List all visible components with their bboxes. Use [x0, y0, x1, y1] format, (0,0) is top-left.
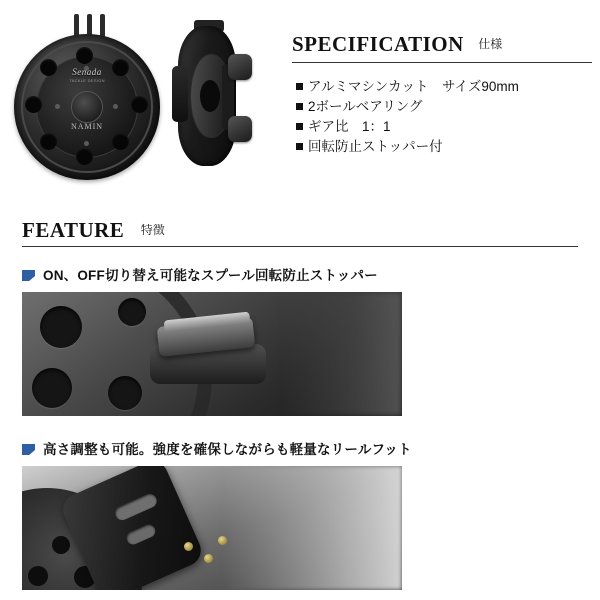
- spec-item-text: 回転防止ストッパー付: [308, 139, 443, 154]
- reel-port-hole: [76, 148, 93, 165]
- brand-sub-text: TACKLE DESIGN: [69, 78, 105, 83]
- spec-list-item: [296, 97, 592, 117]
- reel-hub: [71, 91, 103, 123]
- feature-item-2-label: 高さ調整も可能。強度を確保しながらも軽量なリールフット: [43, 442, 412, 457]
- bullet-square-icon: [296, 123, 303, 130]
- brand-script-logo: Senada: [72, 67, 102, 77]
- reel-side-image: [170, 20, 282, 172]
- feature-item-1-label-row: [22, 264, 378, 285]
- feature-item-1-photo: [22, 292, 402, 416]
- spec-item-text: 2ボールベアリング: [308, 99, 423, 114]
- reel-pin: [113, 104, 118, 109]
- reel-front-image: [14, 14, 162, 180]
- bullet-square-icon: [296, 143, 303, 150]
- feature-heading: [22, 218, 578, 247]
- reel-side-foot: [172, 66, 188, 122]
- reel-side-knob: [228, 54, 252, 80]
- feature-item-2-photo: [22, 466, 402, 590]
- bullet-square-icon: [296, 103, 303, 110]
- feature-title-jp: 特徴: [140, 223, 165, 237]
- screw-icon: [204, 554, 213, 563]
- reel-body: [14, 34, 160, 180]
- reel-port-hole: [40, 306, 82, 348]
- specification-block: [292, 32, 592, 157]
- reel-port-hole: [32, 368, 72, 408]
- photo-blur-overlay: [222, 466, 402, 590]
- spec-item-text: ギア比 1：1: [308, 119, 391, 134]
- reel-pin: [84, 141, 89, 146]
- reel-port-hole: [28, 566, 48, 586]
- reel-port-hole: [40, 133, 57, 150]
- specification-list: [296, 77, 592, 157]
- reel-port-hole: [112, 133, 129, 150]
- top-section: [0, 0, 600, 200]
- flag-bullet-icon: [22, 444, 35, 455]
- reel-port-hole: [52, 536, 70, 554]
- reel-pin: [55, 104, 60, 109]
- reel-port-hole: [131, 96, 148, 113]
- specification-title-jp: 仕様: [478, 37, 503, 51]
- spec-list-item: [296, 117, 592, 137]
- flag-bullet-icon: [22, 270, 35, 281]
- reel-side-knob: [228, 116, 252, 142]
- reel-port-hole: [76, 47, 93, 64]
- bullet-square-icon: [296, 83, 303, 90]
- reel-port-hole: [108, 376, 142, 410]
- product-image-group: [8, 6, 280, 186]
- screw-icon: [184, 542, 193, 551]
- feature-title: FEATURE: [22, 218, 125, 242]
- feature-item-1-label: ON、OFF切り替え可能なスプール回転防止ストッパー: [43, 268, 378, 283]
- spec-list-item: [296, 77, 592, 97]
- brand-lower-text: NAMIN: [70, 122, 104, 131]
- specification-title: SPECIFICATION: [292, 32, 464, 56]
- photo-blur-overlay: [282, 292, 402, 416]
- reel-side-spool-hole: [200, 80, 220, 112]
- spec-item-text: アルミマシンカット サイズ90mm: [308, 79, 519, 94]
- spec-list-item: [296, 137, 592, 157]
- specification-heading: [292, 32, 592, 63]
- feature-item-2-label-row: [22, 438, 412, 459]
- reel-port-hole: [118, 298, 146, 326]
- reel-port-hole: [25, 96, 42, 113]
